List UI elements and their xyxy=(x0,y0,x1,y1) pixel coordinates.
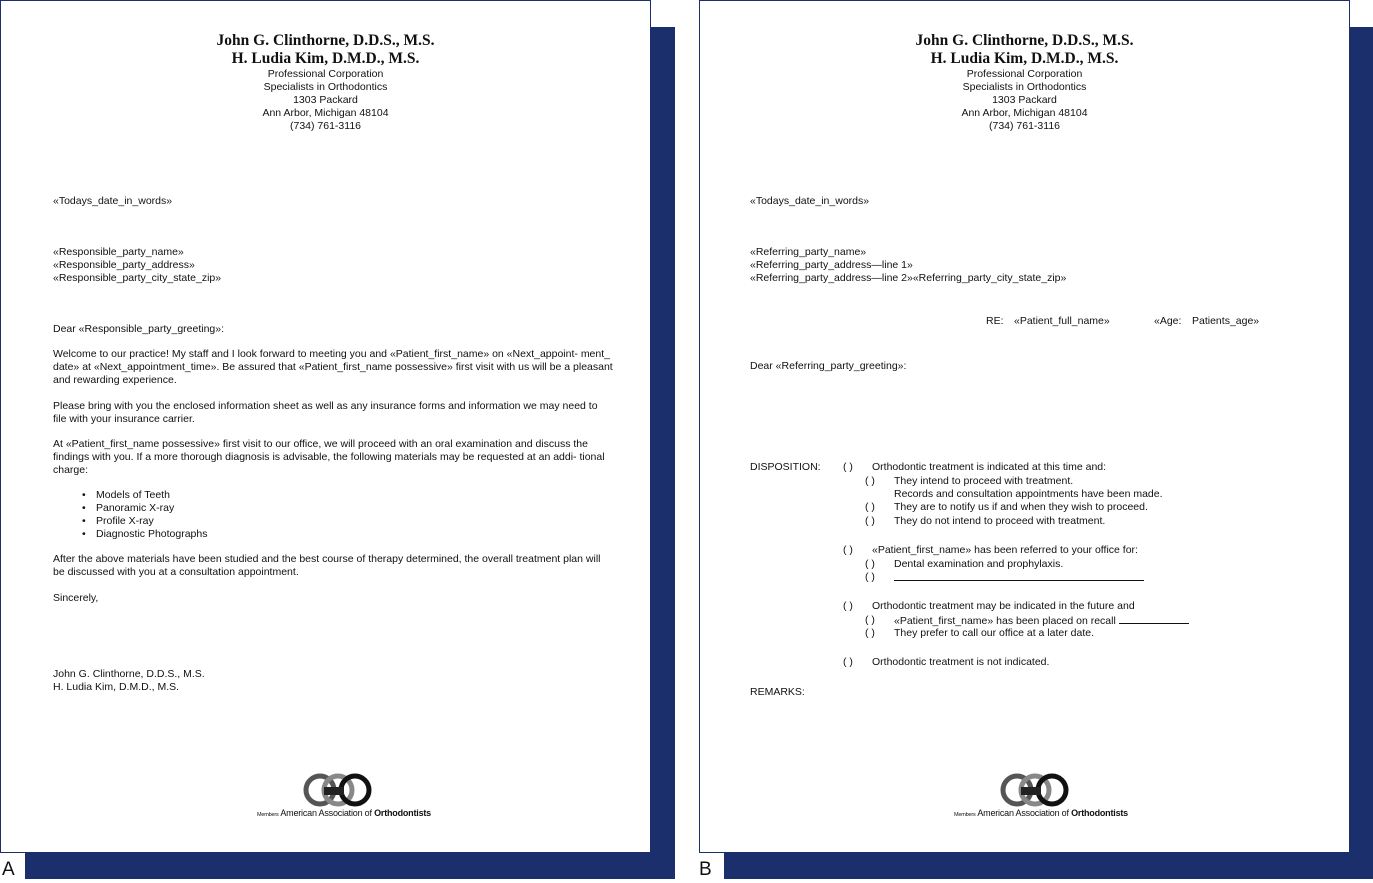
option-future: Orthodontic treatment may be indicated in the future and xyxy=(872,600,1135,612)
address-line-3: «Referring_party_address—line 2»«Referring_party_city_state_zip» xyxy=(750,272,1067,284)
list-item: • Models of Teeth xyxy=(82,489,208,502)
letterhead-line-1: Professional Corporation xyxy=(966,68,1083,80)
checkbox-proceed[interactable]: ( ) xyxy=(865,475,875,487)
letterhead-doctor-1: John G. Clinthorne, D.D.S., M.S. xyxy=(216,32,435,49)
address-line-2: «Responsible_party_address» xyxy=(53,259,195,271)
remarks-label: REMARKS: xyxy=(750,686,805,698)
date-field: «Todays_date_in_words» xyxy=(750,195,870,207)
list-item: • Panoramic X-ray xyxy=(82,502,208,515)
page-a xyxy=(0,0,651,853)
option-call-later: They prefer to call our office at a later date. xyxy=(894,627,1094,639)
option-proceed: They intend to proceed with treatment. xyxy=(894,475,1074,487)
option-referred: «Patient_first_name» has been referred to your office for: xyxy=(872,544,1138,556)
letterhead-doctor-1: John G. Clinthorne, D.D.S., M.S. xyxy=(915,32,1134,49)
panel-label-b: B xyxy=(699,859,712,880)
paragraph-3: At «Patient_first_name possessive» first visit to our office, we will proceed with an oral examination and discuss the findings with you. If a more thorough diagnosis is advisable, the following materials may be requested at an addi- tional charge: xyxy=(53,438,605,476)
checkbox-notify[interactable]: ( ) xyxy=(865,501,875,513)
list-item: • Diagnostic Photographs xyxy=(82,528,208,541)
re-patient-name: «Patient_full_name» xyxy=(1014,315,1110,327)
aao-logo xyxy=(954,773,1128,823)
letterhead-line-2: Specialists in Orthodontics xyxy=(962,81,1087,93)
letterhead-line-1: Professional Corporation xyxy=(267,68,384,80)
aao-logo xyxy=(257,773,431,823)
option-dental-exam: Dental examination and prophylaxis. xyxy=(894,558,1064,570)
checkbox-not-proceed[interactable]: ( ) xyxy=(865,515,875,527)
list-item: • Profile X-ray xyxy=(82,515,208,528)
letterhead-line-2: Specialists in Orthodontics xyxy=(263,81,388,93)
paragraph-4: After the above materials have been studied and the best course of therapy determined, the overall treatment plan will be discussed with you at a consultation appointment. xyxy=(53,553,601,578)
option-not-proceed: They do not intend to proceed with treatment. xyxy=(894,515,1106,527)
logo-org: American Association of xyxy=(280,808,375,818)
logo-members: Members xyxy=(954,812,976,818)
logo-org: American Association of xyxy=(977,808,1072,818)
checkbox-recall[interactable]: ( ) xyxy=(865,614,875,626)
recall-blank-line[interactable] xyxy=(1119,614,1189,624)
address-line-1: «Referring_party_name» xyxy=(750,246,867,258)
page-b xyxy=(699,0,1350,853)
materials-list xyxy=(82,489,208,541)
option-recall xyxy=(894,614,1189,628)
signature-line-1: John G. Clinthorne, D.D.S., M.S. xyxy=(53,668,205,680)
checkbox-future[interactable]: ( ) xyxy=(843,600,853,612)
letterhead-doctor-2: H. Ludia Kim, D.M.D., M.S. xyxy=(930,50,1119,67)
signature-line-2: H. Ludia Kim, D.M.D., M.S. xyxy=(53,681,180,693)
address-line-3: «Responsible_party_city_state_zip» xyxy=(53,272,222,284)
logo-org-bold: Orthodontists xyxy=(1071,808,1128,818)
letterhead-line-4: Ann Arbor, Michigan 48104 xyxy=(961,107,1088,119)
logo-org-bold: Orthodontists xyxy=(374,808,431,818)
option-notify: They are to notify us if and when they wish to proceed. xyxy=(894,501,1148,513)
greeting: Dear «Referring_party_greeting»: xyxy=(750,360,907,372)
option-recall-text: «Patient_first_name» has been placed on recall xyxy=(894,615,1116,627)
checkbox-treatment-indicated[interactable]: ( ) xyxy=(843,461,853,473)
letterhead-line-3: 1303 Packard xyxy=(293,94,358,106)
option-not-indicated: Orthodontic treatment is not indicated. xyxy=(872,656,1050,668)
letterhead-line-4: Ann Arbor, Michigan 48104 xyxy=(262,107,389,119)
date-field: «Todays_date_in_words» xyxy=(53,195,173,207)
option-proceed-note: Records and consultation appointments have been made. xyxy=(894,488,1163,500)
other-blank-line[interactable] xyxy=(894,571,1144,585)
letterhead-line-3: 1303 Packard xyxy=(992,94,1057,106)
letterhead-b xyxy=(700,32,1349,133)
closing: Sincerely, xyxy=(53,592,99,604)
re-age-label: «Age: xyxy=(1154,315,1182,327)
address-line-2: «Referring_party_address—line 1» xyxy=(750,259,913,271)
re-age-value: Patients_age» xyxy=(1192,315,1260,327)
paragraph-2: Please bring with you the enclosed information sheet as well as any insurance forms and information we may need to file with your insurance carrier. xyxy=(53,400,598,425)
address-line-1: «Responsible_party_name» xyxy=(53,246,184,258)
re-label: RE: xyxy=(986,315,1004,327)
option-treatment-indicated: Orthodontic treatment is indicated at this time and: xyxy=(872,461,1107,473)
checkbox-referred[interactable]: ( ) xyxy=(843,544,853,556)
letterhead-line-5: (734) 761-3116 xyxy=(988,120,1061,132)
aao-rings-icon xyxy=(302,773,374,809)
paragraph-1: Welcome to our practice! My staff and I look forward to meeting you and «Patient_first_name» on «Next_appoint- ment_ date» at «Next_appointment_time». Be assured that «Patient_first_name possessive» first visit with us will be a pleasant and rewarding experience. xyxy=(53,348,613,386)
logo-members: Members xyxy=(257,812,279,818)
disposition-label: DISPOSITION: xyxy=(750,461,821,473)
aao-rings-icon xyxy=(999,773,1071,809)
letterhead-a xyxy=(1,32,650,133)
letterhead-line-5: (734) 761-3116 xyxy=(289,120,362,132)
greeting: Dear «Responsible_party_greeting»: xyxy=(53,323,225,335)
letterhead-doctor-2: H. Ludia Kim, D.M.D., M.S. xyxy=(231,50,420,67)
panel-label-a: A xyxy=(2,859,15,880)
checkbox-not-indicated[interactable]: ( ) xyxy=(843,656,853,668)
checkbox-dental-exam[interactable]: ( ) xyxy=(865,558,875,570)
checkbox-other[interactable]: ( ) xyxy=(865,571,875,583)
checkbox-call-later[interactable]: ( ) xyxy=(865,627,875,639)
